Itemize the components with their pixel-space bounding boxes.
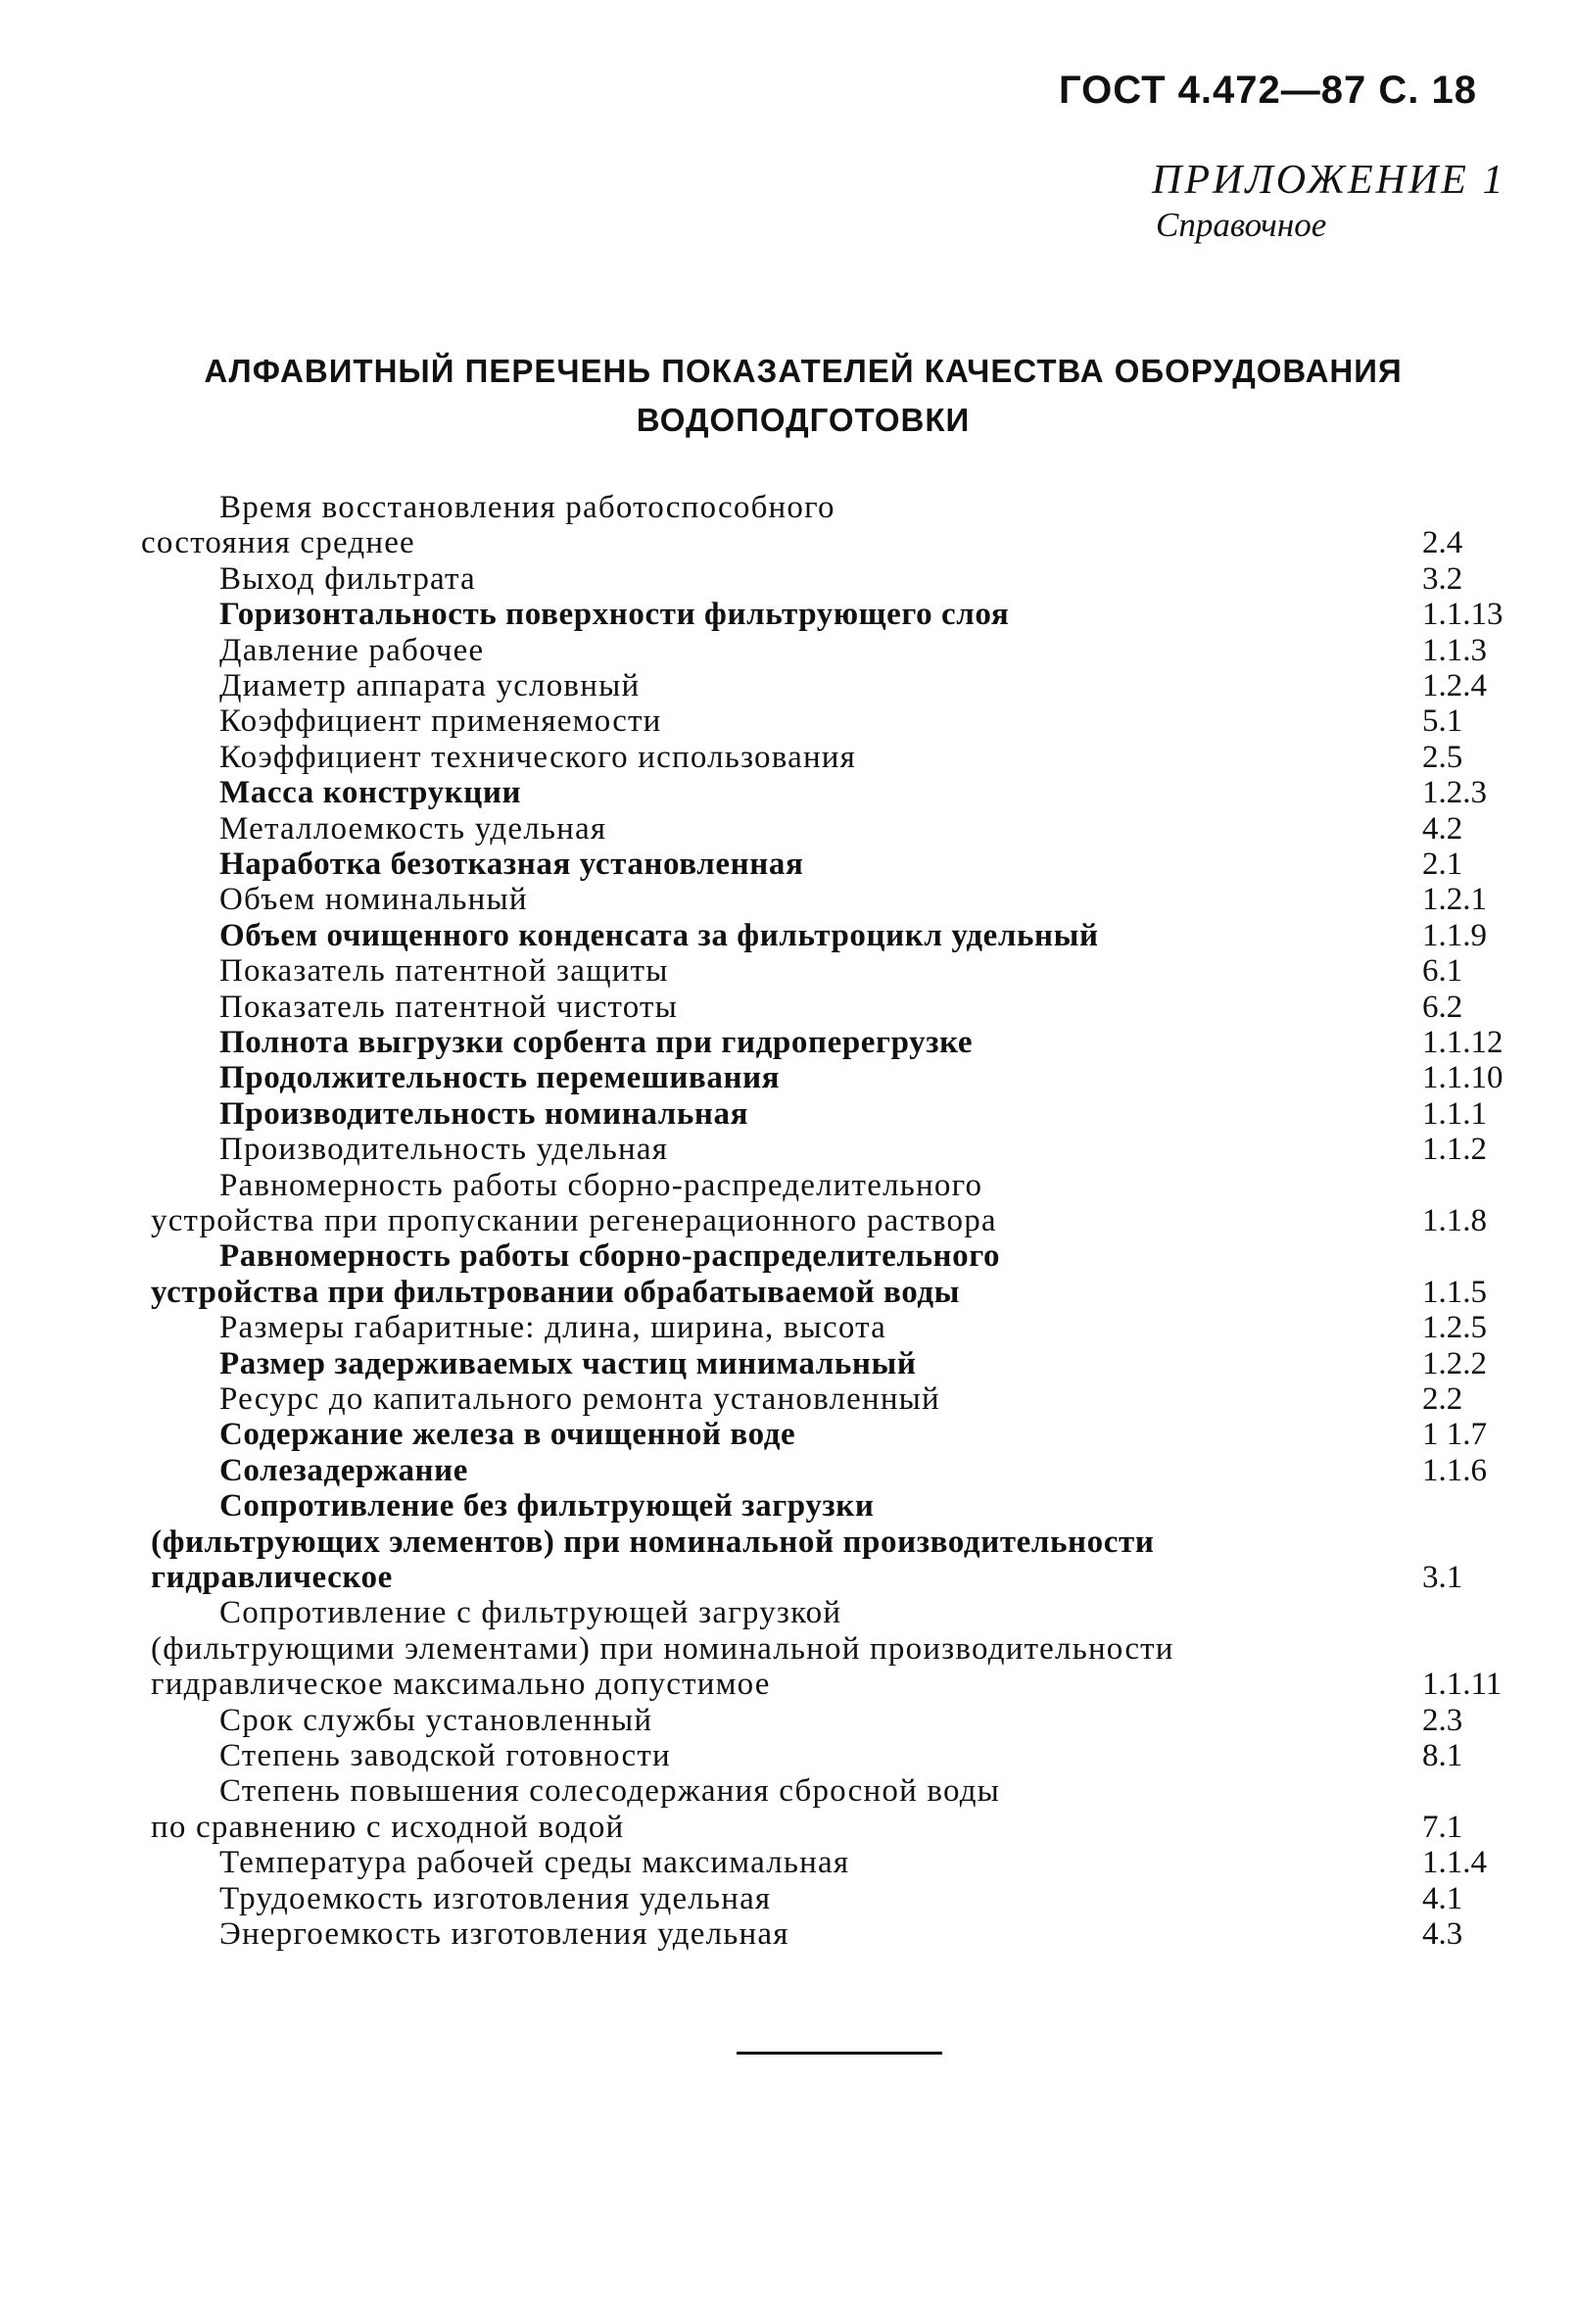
index-entry-ref: 1.1.1 [1422, 1095, 1487, 1132]
index-entry-text: Коэффициент технического использования [219, 739, 857, 775]
index-entry-text: Выход фильтрата [219, 560, 476, 597]
index-entry-ref: 2.3 [1422, 1702, 1463, 1738]
index-entry-text: (фильтрующих элементов) при номинальной производительности [151, 1524, 1155, 1560]
index-entry-text: Показатель патентной защиты [219, 953, 669, 990]
index-entry-ref: 1.1.4 [1422, 1845, 1487, 1881]
index-entry-ref: 2.4 [1422, 525, 1463, 561]
index-entry-ref: 7.1 [1422, 1809, 1463, 1845]
index-entry-text: Наработка безотказная установленная [219, 847, 804, 882]
end-divider [737, 2052, 942, 2055]
index-entry-text: Коэффициент применяемости [219, 703, 662, 740]
index-entry-text: устройства при фильтровании обрабатываемой воды [151, 1274, 961, 1310]
index-entry-ref: 1.1.13 [1422, 597, 1503, 633]
index-entry-ref: 3.1 [1422, 1560, 1463, 1595]
index-entry-text: Срок службы установленный [219, 1702, 653, 1738]
index-entry-text: Полнота выгрузки сорбента при гидроперегрузке [219, 1025, 974, 1060]
index-entry-text: Диаметр аппарата условный [219, 668, 641, 703]
index-entry-ref: 1 1.7 [1422, 1417, 1487, 1453]
index-entry-text: Сопротивление с фильтрующей загрузкой [219, 1595, 842, 1631]
index-entry-text: Степень повышения солесодержания сбросной воды [219, 1773, 1001, 1810]
document-title [176, 347, 1430, 445]
index-entry-ref: 2.5 [1422, 739, 1463, 775]
index-entry-ref: 1.1.10 [1422, 1060, 1503, 1096]
index-entry-ref: 1.1.12 [1422, 1025, 1503, 1060]
index-entry-ref: 1.2.5 [1422, 1310, 1487, 1346]
index-entry-ref: 1.1.9 [1422, 917, 1487, 953]
standard-page-header: ГОСТ 4.472—87 С. 18 [1058, 69, 1477, 112]
index-entry-ref: 1.2.4 [1422, 668, 1487, 703]
index-entry-text: Размеры габаритные: длина, ширина, высота [219, 1310, 887, 1346]
index-entry-text: Металлоемкость удельная [219, 810, 607, 847]
index-entry-ref: 4.1 [1422, 1880, 1463, 1916]
index-entry-ref: 1.2.1 [1422, 882, 1487, 918]
index-entry-text: Продолжительность перемешивания [219, 1060, 781, 1096]
index-entry-text: Масса конструкции [219, 775, 522, 811]
index-entry-text: Горизонтальность поверхности фильтрующего слоя [219, 597, 1010, 633]
index-entry-text: Энергоемкость изготовления удельная [219, 1916, 789, 1952]
index-entry-ref: 5.1 [1422, 703, 1463, 740]
index-entry-text: Давление рабочее [219, 632, 485, 668]
index-entry-ref: 2.2 [1422, 1381, 1463, 1417]
title-line-1: АЛФАВИТНЫЙ ПЕРЕЧЕНЬ ПОКАЗАТЕЛЕЙ КАЧЕСТВА ОБОРУДОВАНИЯ [204, 353, 1403, 389]
index-entry-text: (фильтрующими элементами) при номинальной производительности [151, 1630, 1174, 1667]
index-entry-text: Температура рабочей среды максимальная [219, 1845, 850, 1881]
index-entry-text: Объем очищенного конденсата за фильтроцикл удельный [219, 917, 1099, 953]
index-entry-text: гидравлическое [151, 1560, 393, 1595]
appendix-label: ПРИЛОЖЕНИЕ 1 [1152, 158, 1506, 203]
index-entry-text: по сравнению с исходной водой [151, 1809, 625, 1845]
index-entry-text: Солезадержание [219, 1452, 469, 1488]
index-entry-ref: 4.3 [1422, 1916, 1463, 1952]
index-entry-ref: 1.2.2 [1422, 1345, 1487, 1381]
index-entry-ref: 1.2.3 [1422, 775, 1487, 811]
title-line-2: ВОДОПОДГОТОВКИ [636, 402, 971, 438]
index-entry-text: Размер задерживаемых частиц минимальный [219, 1345, 917, 1381]
index-entry-text: Показатель патентной чистоты [219, 989, 678, 1025]
index-entry-ref: 6.2 [1422, 989, 1463, 1025]
index-entry-text: Содержание железа в очищенной воде [219, 1417, 796, 1453]
index-entry-text: устройства при пропускании регенерационного раствора [151, 1203, 997, 1238]
index-entry-text: Время восстановления работоспособного [219, 490, 835, 525]
index-entry-text: Равномерность работы сборно-распределительного [219, 1238, 1001, 1275]
index-entry-text: Производительность номинальная [219, 1095, 749, 1132]
index-entry-ref: 1.1.5 [1422, 1274, 1487, 1310]
index-entry-ref: 8.1 [1422, 1738, 1463, 1773]
index-entry-text: Трудоемкость изготовления удельная [219, 1880, 772, 1916]
index-entry-text: Степень заводской готовности [219, 1738, 671, 1773]
appendix-type: Справочное [1156, 206, 1327, 244]
index-entry-text: Равномерность работы сборно-распределительного [219, 1167, 983, 1203]
index-entry-text: гидравлическое максимально допустимое [151, 1667, 771, 1703]
index-entry-ref: 1.1.3 [1422, 632, 1487, 668]
index-entry-text: Сопротивление без фильтрующей загрузки [219, 1488, 875, 1525]
index-entry-ref: 3.2 [1422, 560, 1463, 597]
index-entry-ref: 1.1.2 [1422, 1132, 1487, 1168]
index-entry-ref: 6.1 [1422, 953, 1463, 990]
index-entry-text: Ресурс до капитального ремонта установленный [219, 1381, 940, 1417]
index-entry-ref: 1.1.11 [1422, 1667, 1503, 1703]
index-entry-ref: 1.1.8 [1422, 1203, 1487, 1238]
index-entry-text: Производительность удельная [219, 1132, 669, 1168]
index-entry-text: состояния среднее [141, 525, 415, 561]
index-entry-ref: 2.1 [1422, 847, 1463, 882]
index-entry-ref: 4.2 [1422, 810, 1463, 847]
index-entry-text: Объем номинальный [219, 882, 528, 918]
index-entry-ref: 1.1.6 [1422, 1452, 1487, 1488]
